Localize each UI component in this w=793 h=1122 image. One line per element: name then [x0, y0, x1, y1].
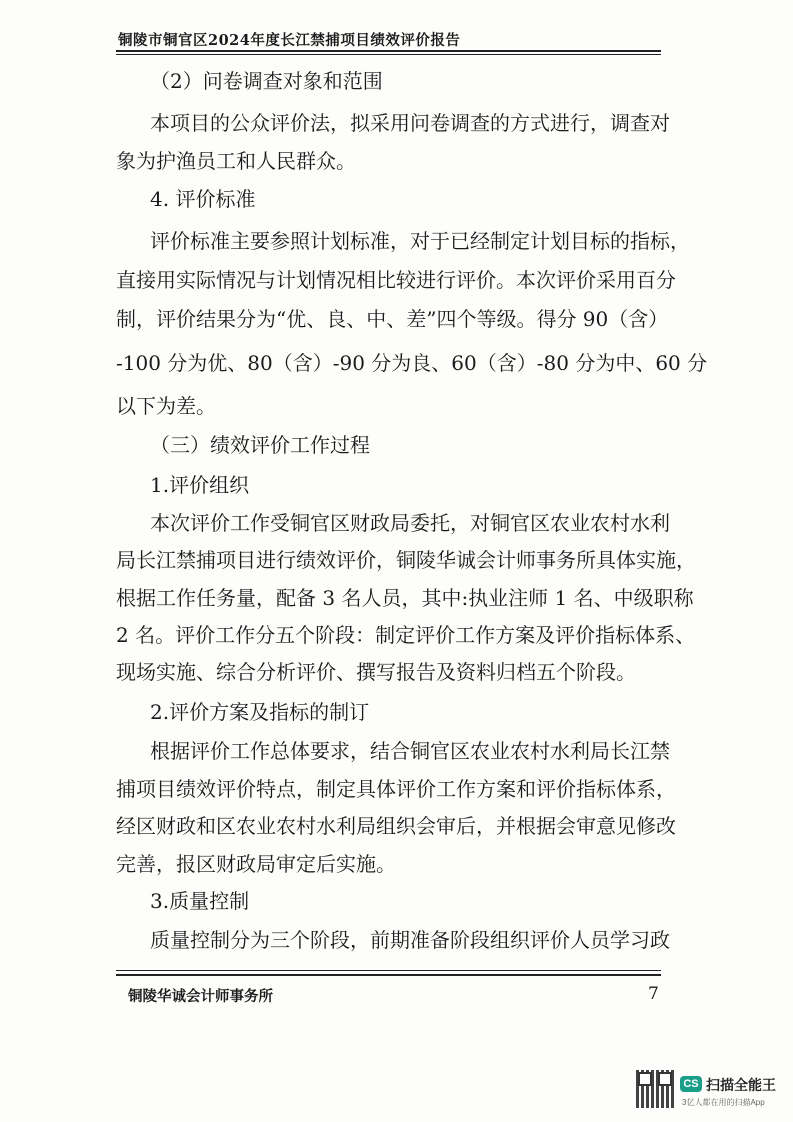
paragraph-line: 直接用实际情况与计划情况相比较进行评价。本次评价采用百分 [116, 268, 676, 292]
qr-code-icon [636, 1070, 674, 1108]
paragraph-line: -100 分为优、80（含）-90 分为良、60（含）-80 分为中、60 分 [116, 351, 708, 375]
paragraph-line: 完善，报区财政局审定后实施。 [116, 852, 396, 876]
paragraph-line: 现场实施、综合分析评价、撰写报告及资料归档五个阶段。 [116, 660, 636, 684]
footer-firm: 铜陵华诚会计师事务所 [128, 988, 273, 1005]
paragraph-line: 经区财政和区农业农村水利局组织会审后，并根据会审意见修改 [116, 814, 676, 838]
section-heading: （2）问卷调查对象和范围 [150, 69, 383, 93]
header-title: 铜陵市铜官区2024年度长江禁捕项目绩效评价报告 [118, 32, 461, 49]
paragraph-line: 根据评价工作总体要求，结合铜官区农业农村水利局长江禁 [150, 739, 670, 763]
paragraph-line: 局长江禁捕项目进行绩效评价，铜陵华诚会计师事务所具体实施， [116, 548, 696, 572]
section-heading: 4. 评价标准 [150, 187, 256, 211]
section-heading: 3.质量控制 [150, 889, 250, 913]
camscanner-logo-icon: CS [680, 1076, 702, 1092]
paragraph-line: 捕项目绩效评价特点，制定具体评价工作方案和评价指标体系， [116, 777, 676, 801]
page-number: 7 [648, 984, 659, 1004]
paragraph-line: 象为护渔员工和人民群众。 [116, 149, 356, 173]
paragraph-line: 本项目的公众评价法，拟采用问卷调查的方式进行，调查对 [150, 111, 670, 135]
header-rule-thin [116, 54, 661, 55]
watermark-tagline: 3亿人都在用的扫描App [682, 1098, 765, 1107]
paragraph-line: 根据工作任务量，配备 3 名人员，其中:执业注师 1 名、中级职称 [116, 586, 694, 610]
paragraph-line: 评价标准主要参照计划标准，对于已经制定计划目标的指标， [150, 229, 690, 253]
paragraph-line: 本次评价工作受铜官区财政局委托，对铜官区农业农村水利 [150, 511, 670, 535]
paragraph-line: 以下为差。 [116, 394, 216, 418]
section-heading: 1.评价组织 [150, 473, 250, 497]
footer-rule-thin [116, 970, 661, 971]
paragraph-line: 制，评价结果分为“优、良、中、差”四个等级。得分 90（含） [116, 307, 669, 331]
section-heading: 2.评价方案及指标的制订 [150, 700, 370, 724]
watermark-app-name: 扫描全能王 [706, 1077, 776, 1093]
header-rule [116, 50, 661, 52]
paragraph-line: 2 名。评价工作分五个阶段：制定评价工作方案及评价指标体系、 [116, 623, 696, 647]
section-heading: （三）绩效评价工作过程 [150, 433, 370, 457]
footer-rule [116, 974, 661, 976]
paragraph-line: 质量控制分为三个阶段，前期准备阶段组织评价人员学习政 [150, 928, 670, 952]
